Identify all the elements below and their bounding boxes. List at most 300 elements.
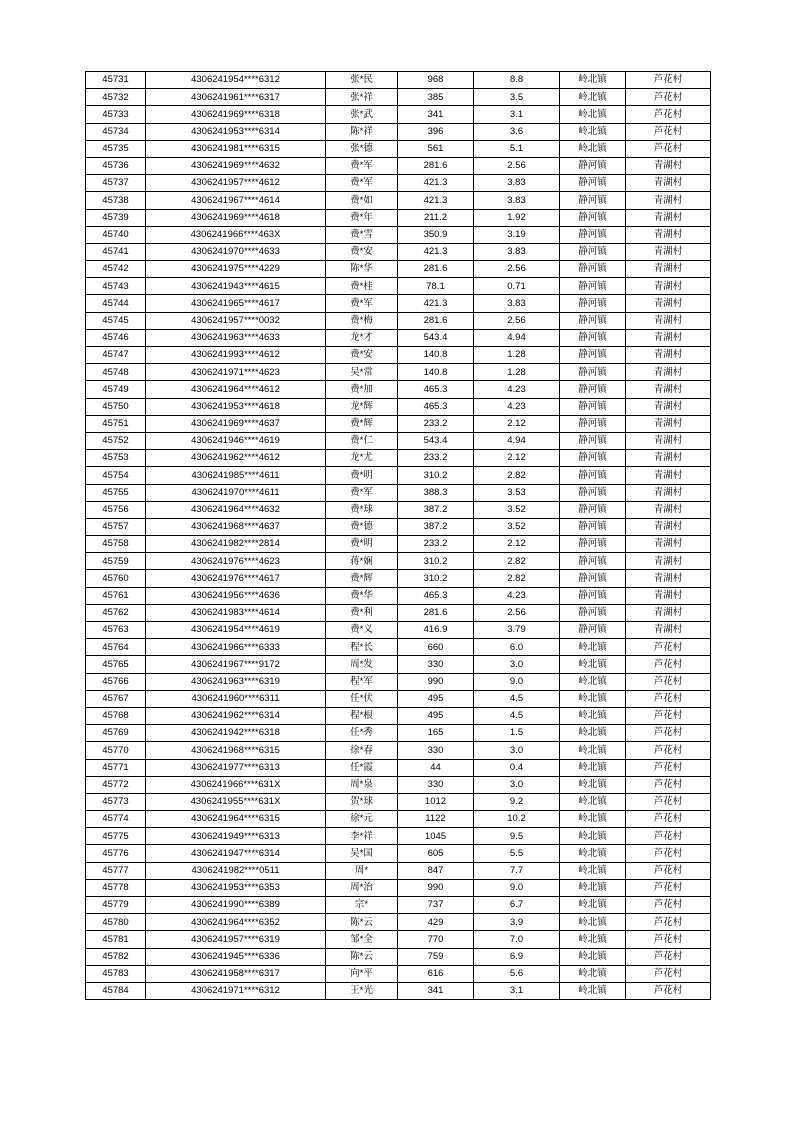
cell-village: 青湖村 [626, 467, 711, 484]
cell-rate: 8.8 [474, 72, 560, 89]
cell-id: 4306241964****4632 [146, 501, 326, 518]
cell-village: 芦花村 [626, 725, 711, 742]
cell-seq: 45738 [86, 192, 146, 209]
table-row [86, 243, 711, 260]
cell-rate: 4.5 [474, 707, 560, 724]
cell-rate: 3.83 [474, 243, 560, 260]
cell-rate: 3.83 [474, 175, 560, 192]
cell-amount: 1012 [398, 793, 474, 810]
cell-seq: 45753 [86, 450, 146, 467]
cell-amount: 233.2 [398, 415, 474, 432]
cell-village: 青湖村 [626, 518, 711, 535]
cell-rate: 5.5 [474, 845, 560, 862]
table-row [86, 450, 711, 467]
cell-amount: 281.6 [398, 312, 474, 329]
cell-village: 青湖村 [626, 398, 711, 415]
cell-village: 青湖村 [626, 381, 711, 398]
cell-id: 4306241969****6318 [146, 106, 326, 123]
cell-town: 静河镇 [560, 192, 626, 209]
cell-village: 青湖村 [626, 587, 711, 604]
table-row [86, 347, 711, 364]
cell-id: 4306241957****6319 [146, 931, 326, 948]
cell-amount: 140.8 [398, 364, 474, 381]
cell-rate: 3.1 [474, 982, 560, 999]
cell-name: 费*梅 [326, 312, 398, 329]
cell-rate: 3.53 [474, 484, 560, 501]
cell-seq: 45737 [86, 175, 146, 192]
cell-name: 费*军 [326, 157, 398, 174]
cell-name: 任*伏 [326, 690, 398, 707]
cell-rate: 3.0 [474, 776, 560, 793]
cell-name: 张*德 [326, 140, 398, 157]
cell-name: 周* [326, 862, 398, 879]
cell-amount: 616 [398, 965, 474, 982]
cell-rate: 5.6 [474, 965, 560, 982]
cell-rate: 1.28 [474, 364, 560, 381]
cell-village: 芦花村 [626, 690, 711, 707]
cell-village: 青湖村 [626, 261, 711, 278]
cell-village: 青湖村 [626, 501, 711, 518]
cell-rate: 9.5 [474, 828, 560, 845]
cell-id: 4306241982****2814 [146, 536, 326, 553]
cell-name: 周*发 [326, 656, 398, 673]
cell-town: 静河镇 [560, 570, 626, 587]
cell-name: 费*加 [326, 381, 398, 398]
cell-amount: 495 [398, 690, 474, 707]
cell-town: 静河镇 [560, 467, 626, 484]
cell-id: 4306241946****4619 [146, 432, 326, 449]
cell-town: 静河镇 [560, 226, 626, 243]
cell-town: 静河镇 [560, 295, 626, 312]
cell-seq: 45762 [86, 604, 146, 621]
table-row [86, 793, 711, 810]
cell-rate: 0.4 [474, 759, 560, 776]
cell-seq: 45755 [86, 484, 146, 501]
cell-seq: 45741 [86, 243, 146, 260]
table-row [86, 192, 711, 209]
cell-id: 4306241971****4623 [146, 364, 326, 381]
cell-town: 岭北镇 [560, 725, 626, 742]
cell-seq: 45752 [86, 432, 146, 449]
cell-village: 青湖村 [626, 570, 711, 587]
cell-rate: 0.71 [474, 278, 560, 295]
cell-village: 青湖村 [626, 226, 711, 243]
cell-town: 岭北镇 [560, 914, 626, 931]
cell-town: 静河镇 [560, 175, 626, 192]
cell-id: 4306241982****0511 [146, 862, 326, 879]
cell-amount: 990 [398, 673, 474, 690]
cell-amount: 429 [398, 914, 474, 931]
cell-name: 贺*球 [326, 793, 398, 810]
cell-village: 芦花村 [626, 89, 711, 106]
cell-seq: 45746 [86, 329, 146, 346]
cell-name: 吴*国 [326, 845, 398, 862]
cell-town: 静河镇 [560, 501, 626, 518]
cell-amount: 396 [398, 123, 474, 140]
cell-id: 4306241969****4637 [146, 415, 326, 432]
cell-village: 芦花村 [626, 931, 711, 948]
cell-seq: 45759 [86, 553, 146, 570]
cell-seq: 45766 [86, 673, 146, 690]
table-row [86, 673, 711, 690]
cell-id: 4306241966****6333 [146, 639, 326, 656]
cell-town: 静河镇 [560, 157, 626, 174]
cell-seq: 45740 [86, 226, 146, 243]
cell-town: 岭北镇 [560, 845, 626, 862]
cell-id: 4306241947****6314 [146, 845, 326, 862]
cell-name: 张*民 [326, 72, 398, 89]
cell-id: 4306241976****4623 [146, 553, 326, 570]
cell-rate: 3.52 [474, 501, 560, 518]
cell-town: 静河镇 [560, 536, 626, 553]
cell-seq: 45757 [86, 518, 146, 535]
table-row [86, 845, 711, 862]
cell-id: 4306241976****4617 [146, 570, 326, 587]
cell-amount: 211.2 [398, 209, 474, 226]
cell-town: 岭北镇 [560, 707, 626, 724]
cell-id: 4306241970****4611 [146, 484, 326, 501]
cell-amount: 465.3 [398, 587, 474, 604]
table-row [86, 398, 711, 415]
cell-id: 4306241965****4617 [146, 295, 326, 312]
cell-id: 4306241945****6336 [146, 948, 326, 965]
cell-village: 芦花村 [626, 707, 711, 724]
cell-id: 4306241953****6314 [146, 123, 326, 140]
cell-name: 陈*华 [326, 261, 398, 278]
cell-town: 岭北镇 [560, 776, 626, 793]
table-row [86, 622, 711, 639]
cell-town: 静河镇 [560, 243, 626, 260]
table-row [86, 879, 711, 896]
table-row [86, 914, 711, 931]
cell-seq: 45780 [86, 914, 146, 931]
cell-rate: 3.0 [474, 656, 560, 673]
cell-id: 4306241949****6313 [146, 828, 326, 845]
cell-rate: 3.6 [474, 123, 560, 140]
cell-amount: 1045 [398, 828, 474, 845]
cell-seq: 45739 [86, 209, 146, 226]
cell-amount: 605 [398, 845, 474, 862]
cell-rate: 1.5 [474, 725, 560, 742]
table-row [86, 639, 711, 656]
cell-rate: 2.56 [474, 312, 560, 329]
table-row [86, 811, 711, 828]
cell-rate: 5.1 [474, 140, 560, 157]
cell-village: 芦花村 [626, 742, 711, 759]
cell-town: 静河镇 [560, 261, 626, 278]
cell-amount: 495 [398, 707, 474, 724]
cell-town: 岭北镇 [560, 72, 626, 89]
cell-seq: 45764 [86, 639, 146, 656]
cell-name: 费*明 [326, 536, 398, 553]
cell-town: 岭北镇 [560, 982, 626, 999]
cell-id: 4306241966****631X [146, 776, 326, 793]
cell-seq: 45774 [86, 811, 146, 828]
cell-name: 程*根 [326, 707, 398, 724]
cell-village: 青湖村 [626, 295, 711, 312]
table-row [86, 948, 711, 965]
cell-town: 静河镇 [560, 622, 626, 639]
cell-town: 岭北镇 [560, 690, 626, 707]
cell-name: 周*泉 [326, 776, 398, 793]
cell-town: 岭北镇 [560, 811, 626, 828]
cell-rate: 3.0 [474, 742, 560, 759]
cell-name: 费*球 [326, 501, 398, 518]
cell-town: 岭北镇 [560, 897, 626, 914]
cell-amount: 281.6 [398, 604, 474, 621]
cell-seq: 45732 [86, 89, 146, 106]
cell-rate: 2.12 [474, 450, 560, 467]
cell-id: 4306241956****4636 [146, 587, 326, 604]
cell-id: 4306241957****4612 [146, 175, 326, 192]
cell-amount: 341 [398, 982, 474, 999]
cell-id: 4306241969****4618 [146, 209, 326, 226]
cell-amount: 310.2 [398, 467, 474, 484]
table-row [86, 89, 711, 106]
cell-amount: 770 [398, 931, 474, 948]
cell-name: 程*军 [326, 673, 398, 690]
cell-town: 岭北镇 [560, 673, 626, 690]
cell-town: 静河镇 [560, 364, 626, 381]
cell-amount: 78.1 [398, 278, 474, 295]
cell-name: 吴*常 [326, 364, 398, 381]
cell-rate: 2.82 [474, 467, 560, 484]
cell-id: 4306241954****4619 [146, 622, 326, 639]
cell-id: 4306241985****4611 [146, 467, 326, 484]
cell-id: 4306241966****463X [146, 226, 326, 243]
cell-village: 青湖村 [626, 604, 711, 621]
cell-amount: 233.2 [398, 536, 474, 553]
cell-name: 费*桂 [326, 278, 398, 295]
cell-amount: 465.3 [398, 381, 474, 398]
cell-rate: 4.23 [474, 398, 560, 415]
cell-seq: 45756 [86, 501, 146, 518]
cell-rate: 2.56 [474, 261, 560, 278]
cell-village: 芦花村 [626, 106, 711, 123]
beneficiary-table [85, 71, 711, 1000]
cell-town: 岭北镇 [560, 965, 626, 982]
cell-id: 4306241967****4614 [146, 192, 326, 209]
cell-rate: 7.7 [474, 862, 560, 879]
table-row [86, 690, 711, 707]
cell-village: 青湖村 [626, 415, 711, 432]
cell-town: 岭北镇 [560, 759, 626, 776]
cell-village: 青湖村 [626, 450, 711, 467]
table-row [86, 261, 711, 278]
cell-seq: 45772 [86, 776, 146, 793]
cell-id: 4306241968****6315 [146, 742, 326, 759]
cell-seq: 45770 [86, 742, 146, 759]
cell-id: 4306241964****6352 [146, 914, 326, 931]
cell-village: 芦花村 [626, 982, 711, 999]
cell-name: 程*长 [326, 639, 398, 656]
cell-name: 张*武 [326, 106, 398, 123]
cell-name: 费*年 [326, 209, 398, 226]
cell-village: 芦花村 [626, 845, 711, 862]
cell-amount: 990 [398, 879, 474, 896]
cell-village: 芦花村 [626, 776, 711, 793]
cell-seq: 45776 [86, 845, 146, 862]
cell-rate: 2.56 [474, 604, 560, 621]
cell-rate: 3.52 [474, 518, 560, 535]
cell-seq: 45744 [86, 295, 146, 312]
table-row [86, 157, 711, 174]
table-row [86, 364, 711, 381]
cell-name: 费*安 [326, 243, 398, 260]
cell-id: 4306241943****4615 [146, 278, 326, 295]
cell-name: 费*军 [326, 175, 398, 192]
cell-seq: 45751 [86, 415, 146, 432]
cell-seq: 45771 [86, 759, 146, 776]
cell-id: 4306241990****6389 [146, 897, 326, 914]
cell-id: 4306241964****6315 [146, 811, 326, 828]
cell-rate: 9.0 [474, 673, 560, 690]
cell-village: 青湖村 [626, 329, 711, 346]
cell-name: 周*治 [326, 879, 398, 896]
cell-rate: 2.82 [474, 570, 560, 587]
cell-village: 青湖村 [626, 622, 711, 639]
cell-seq: 45773 [86, 793, 146, 810]
cell-seq: 45743 [86, 278, 146, 295]
cell-amount: 330 [398, 742, 474, 759]
table-row [86, 501, 711, 518]
cell-village: 芦花村 [626, 914, 711, 931]
table-row [86, 295, 711, 312]
cell-town: 岭北镇 [560, 793, 626, 810]
cell-name: 费*军 [326, 484, 398, 501]
cell-village: 芦花村 [626, 897, 711, 914]
table-row [86, 587, 711, 604]
cell-rate: 4.94 [474, 329, 560, 346]
cell-village: 青湖村 [626, 553, 711, 570]
cell-name: 费*义 [326, 622, 398, 639]
cell-name: 费*如 [326, 192, 398, 209]
cell-village: 青湖村 [626, 312, 711, 329]
cell-name: 徐*元 [326, 811, 398, 828]
cell-amount: 421.3 [398, 295, 474, 312]
cell-seq: 45760 [86, 570, 146, 587]
cell-village: 芦花村 [626, 72, 711, 89]
cell-seq: 45750 [86, 398, 146, 415]
table-row [86, 965, 711, 982]
cell-id: 4306241953****6353 [146, 879, 326, 896]
cell-seq: 45742 [86, 261, 146, 278]
table-row [86, 467, 711, 484]
cell-amount: 737 [398, 897, 474, 914]
cell-seq: 45767 [86, 690, 146, 707]
cell-seq: 45736 [86, 157, 146, 174]
cell-village: 芦花村 [626, 862, 711, 879]
cell-town: 静河镇 [560, 415, 626, 432]
cell-amount: 421.3 [398, 175, 474, 192]
cell-seq: 45783 [86, 965, 146, 982]
cell-seq: 45731 [86, 72, 146, 89]
cell-amount: 561 [398, 140, 474, 157]
cell-id: 4306241958****6317 [146, 965, 326, 982]
cell-village: 青湖村 [626, 175, 711, 192]
cell-seq: 45748 [86, 364, 146, 381]
cell-seq: 45735 [86, 140, 146, 157]
cell-id: 4306241960****6311 [146, 690, 326, 707]
cell-seq: 45769 [86, 725, 146, 742]
table-row [86, 604, 711, 621]
cell-id: 4306241968****4637 [146, 518, 326, 535]
cell-id: 4306241993****4612 [146, 347, 326, 364]
cell-village: 芦花村 [626, 656, 711, 673]
cell-id: 4306241955****631X [146, 793, 326, 810]
table-row [86, 570, 711, 587]
table-row [86, 725, 711, 742]
cell-seq: 45745 [86, 312, 146, 329]
cell-town: 静河镇 [560, 209, 626, 226]
cell-name: 费*军 [326, 295, 398, 312]
cell-rate: 7.0 [474, 931, 560, 948]
table-row [86, 226, 711, 243]
table-row [86, 776, 711, 793]
table-row [86, 828, 711, 845]
cell-amount: 421.3 [398, 243, 474, 260]
cell-name: 费*利 [326, 604, 398, 621]
cell-seq: 45781 [86, 931, 146, 948]
cell-town: 岭北镇 [560, 656, 626, 673]
table-row [86, 209, 711, 226]
cell-town: 静河镇 [560, 312, 626, 329]
cell-village: 芦花村 [626, 948, 711, 965]
cell-village: 青湖村 [626, 209, 711, 226]
cell-seq: 45758 [86, 536, 146, 553]
cell-town: 静河镇 [560, 450, 626, 467]
cell-rate: 10.2 [474, 811, 560, 828]
cell-rate: 1.28 [474, 347, 560, 364]
table-row [86, 312, 711, 329]
cell-name: 费*安 [326, 347, 398, 364]
cell-seq: 45779 [86, 897, 146, 914]
cell-amount: 165 [398, 725, 474, 742]
cell-amount: 44 [398, 759, 474, 776]
cell-id: 4306241961****6317 [146, 89, 326, 106]
cell-name: 费*辉 [326, 415, 398, 432]
cell-id: 4306241981****6315 [146, 140, 326, 157]
cell-rate: 4.94 [474, 432, 560, 449]
table-row [86, 518, 711, 535]
cell-rate: 4.23 [474, 381, 560, 398]
cell-name: 李*祥 [326, 828, 398, 845]
cell-rate: 2.12 [474, 415, 560, 432]
cell-village: 芦花村 [626, 673, 711, 690]
cell-town: 静河镇 [560, 398, 626, 415]
cell-amount: 385 [398, 89, 474, 106]
cell-name: 任*秀 [326, 725, 398, 742]
cell-amount: 1122 [398, 811, 474, 828]
cell-town: 岭北镇 [560, 89, 626, 106]
cell-id: 4306241962****4612 [146, 450, 326, 467]
cell-rate: 3.79 [474, 622, 560, 639]
cell-id: 4306241983****4614 [146, 604, 326, 621]
cell-id: 4306241953****4618 [146, 398, 326, 415]
cell-name: 费*华 [326, 587, 398, 604]
cell-rate: 3.83 [474, 192, 560, 209]
cell-town: 静河镇 [560, 381, 626, 398]
cell-amount: 416.9 [398, 622, 474, 639]
cell-seq: 45754 [86, 467, 146, 484]
cell-id: 4306241975****4229 [146, 261, 326, 278]
cell-village: 青湖村 [626, 432, 711, 449]
cell-name: 向*平 [326, 965, 398, 982]
cell-village: 青湖村 [626, 192, 711, 209]
cell-name: 费*明 [326, 467, 398, 484]
cell-seq: 45747 [86, 347, 146, 364]
cell-town: 岭北镇 [560, 639, 626, 656]
